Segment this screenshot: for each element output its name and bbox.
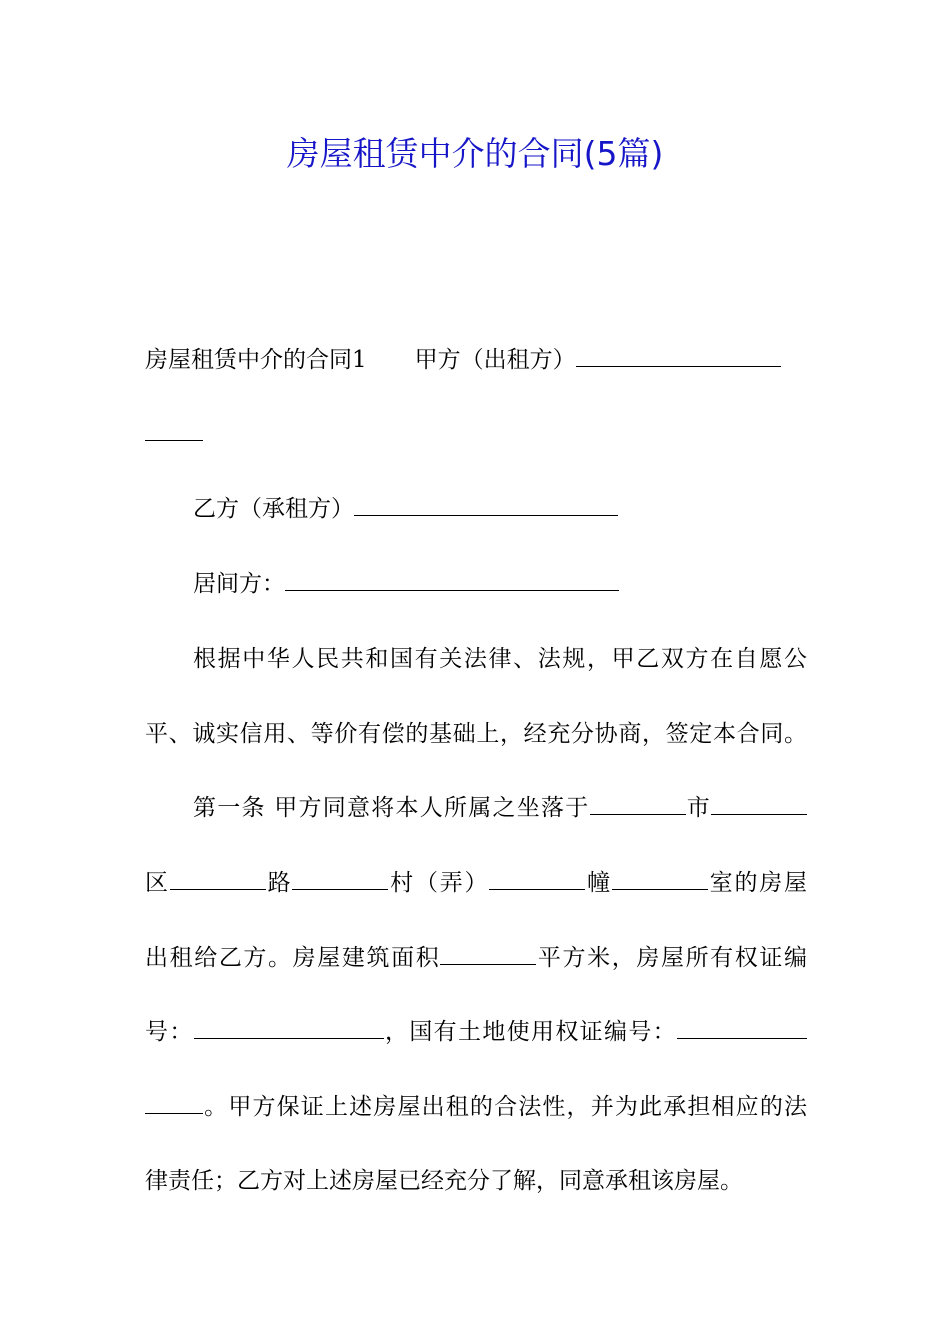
legality-text: 。甲方保证上述房屋出租的合法性，并为此承担相应的法 (203, 1094, 807, 1120)
city-label: 市 (685, 795, 712, 821)
article1-prefix: 第一条 甲方同意将本人所属之坐落于 (193, 795, 590, 821)
preamble-line-2: 平、诚实信用、等价有偿的基础上，经充分协商，签定本合同。 (145, 721, 807, 747)
party-a-blank-continued-line (145, 416, 807, 452)
area-intro: 出租给乙方。房屋建筑面积 (145, 945, 441, 971)
district-label: 区 (145, 870, 170, 896)
article1-line-6: 律责任；乙方对上述房屋已经充分了解，同意承租该房屋。 (145, 1168, 743, 1194)
building-blank (489, 867, 585, 890)
party-a-blank-continued (145, 418, 203, 441)
party-b-blank (354, 493, 618, 516)
room-blank (612, 867, 708, 890)
party-b-line (145, 491, 807, 527)
village-label: 村（弄） (388, 870, 490, 896)
contract-heading: 房屋租赁中介的合同1 (145, 347, 367, 373)
party-b-label: 乙方（承租方） (193, 496, 354, 522)
room-suffix: 室的房屋 (707, 870, 808, 896)
intermediary-blank (285, 568, 619, 591)
area-blank (440, 942, 536, 965)
cert-blank (194, 1016, 384, 1039)
intermediary-label: 居间方： (193, 571, 285, 597)
party-a-blank (576, 344, 781, 367)
intermediary-line (145, 566, 807, 602)
document-title: 房屋租赁中介的合同(5篇) (286, 134, 664, 173)
city-blank (590, 792, 686, 815)
road-label: 路 (265, 870, 293, 896)
land-blank-continued (145, 1091, 203, 1114)
land-blank (677, 1016, 807, 1039)
article1-line-3 (145, 940, 807, 976)
district-blank (711, 792, 807, 815)
road-blank (170, 867, 266, 890)
village-blank (292, 867, 388, 890)
preamble-line-1: 根据中华人民共和国有关法律、法规，甲乙双方在自愿公 (193, 646, 807, 672)
building-label: 幢 (585, 870, 612, 896)
cert-label: 号： (145, 1019, 194, 1045)
article1-line-5 (145, 1089, 807, 1125)
party-a-line (145, 342, 807, 378)
party-a-label: 甲方（出租方） (414, 347, 576, 373)
article1-line-4 (145, 1014, 807, 1050)
land-label: ，国有土地使用权证编号： (383, 1019, 678, 1045)
article1-line-2 (145, 865, 807, 901)
article1-line-1 (145, 790, 807, 826)
area-unit: 平方米，房屋所有权证编 (536, 945, 808, 971)
